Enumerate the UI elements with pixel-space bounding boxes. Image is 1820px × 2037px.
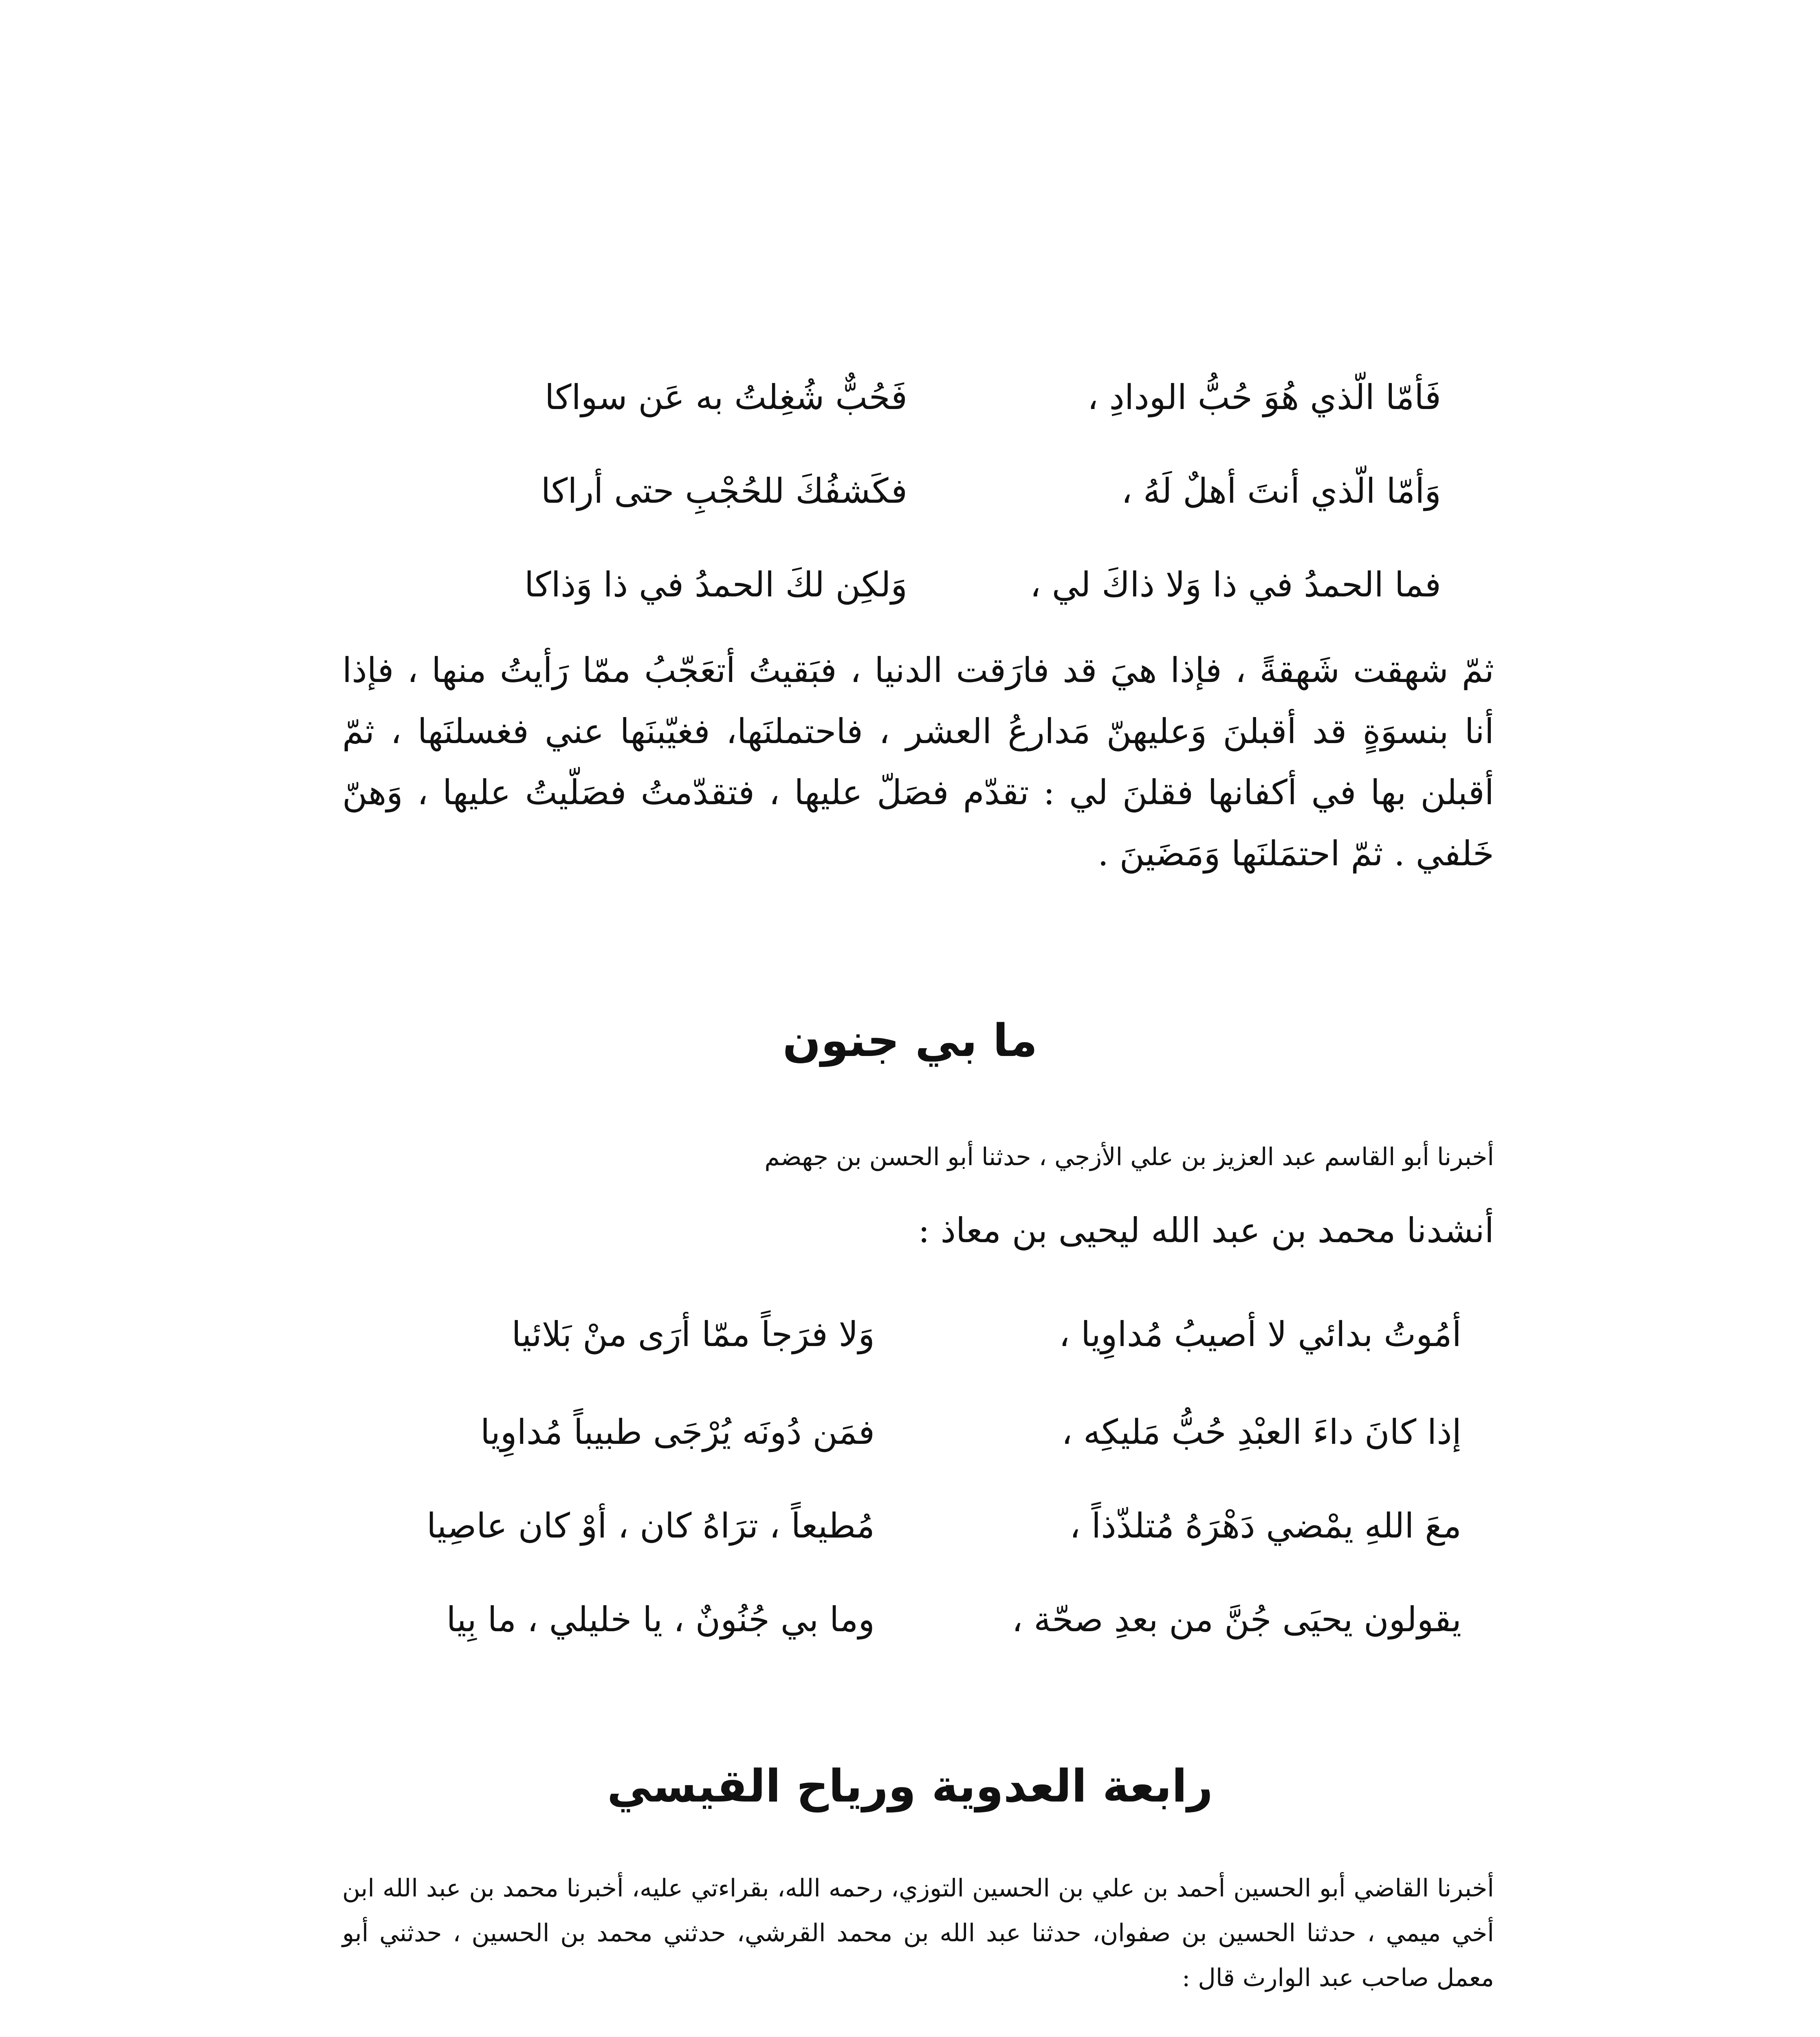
isnad-line: أنشدنا محمد بن عبد الله ليحيى بن معاذ :: [918, 1210, 1494, 1250]
section-heading: ما بي جنون: [782, 1014, 1038, 1067]
verse-line: [0, 1401, 1820, 1463]
verse-hemistich-first: معَ اللهِ يمْضي دَهْرَهُ مُتلذّذاً ،: [1070, 1506, 1461, 1546]
verse-line: [0, 367, 1820, 428]
verse-line: [0, 554, 1820, 615]
verse-hemistich-second: وَلكِن لكَ الحمدُ في ذا وَذاكا: [524, 565, 907, 605]
verse-hemistich-first: إذا كانَ داءَ العبْدِ حُبُّ مَليكِه ،: [1061, 1412, 1461, 1452]
section-heading: رابعة العدوية ورياح القيسي: [607, 1760, 1213, 1812]
verse-hemistich-second: وَلا فرَجاً ممّا أرَى منْ بَلائيا: [511, 1314, 875, 1354]
verse-hemistich-first: فما الحمدُ في ذا وَلا ذاكَ لي ،: [1030, 565, 1441, 605]
verse-line: [0, 1589, 1820, 1650]
isnad-line: أخبرنا أبو القاسم عبد العزيز بن علي الأزجي ، حدثنا أبو الحسن بن جهضم: [764, 1143, 1494, 1171]
verse-hemistich-second: فَحُبٌّ شُغِلتُ به عَن سواكا: [544, 377, 907, 417]
verse-line: [0, 1495, 1820, 1556]
verse-hemistich-first: أمُوتُ بدائي لا أصيبُ مُداوِيا ،: [1059, 1314, 1461, 1354]
verse-hemistich-first: فَأمّا الّذي هُوَ حُبُّ الودادِ ،: [1087, 377, 1441, 417]
isnad-paragraph: أخبرنا القاضي أبو الحسين أحمد بن علي بن الحسين التوزي، رحمه الله، بقراءتي عليه، أخبرنا محمد بن عبد الله ابن أخي ميمي ، حدثنا الحسين بن صفوان، حدثنا عبد الله بن محمد القرشي، حدثني محمد بن الحسين ، حدثني أبو معمل صاحب عبد الوارث قال :: [342, 1874, 1494, 1992]
verse-hemistich-second: وما بي جُنُونٌ ، يا خليلي ، ما بِيا: [446, 1599, 875, 1639]
verse-hemistich-second: مُطيعاً ، ترَاهُ كان ، أوْ كان عاصِيا: [427, 1506, 875, 1546]
verse-line: [0, 1304, 1820, 1365]
verse-line: [0, 460, 1820, 521]
prose-paragraph: [334, 2033, 1494, 2037]
verse-hemistich-second: فكَشفُكَ للحُجْبِ حتى أراكا: [541, 471, 907, 511]
verse-hemistich-second: فمَن دُونَه يُرْجَى طبيباً مُداوِيا: [480, 1412, 875, 1452]
prose-paragraph: ثمّ شهقت شَهقةً ، فإذا هيَ قد فارَقت الدنيا ، فبَقيتُ أتعَجّبُ ممّا رَأيتُ منها ، فإذا أنا بنسوَةٍ قد أقبلنَ وَعليهنّ مَدارعُ العشر ، فاحتملنَها، فغيّبنَها عني فغسلنَها ، ثمّ أقبلن بها في أكفانها فقلنَ لي : تقدّم فصَلّ عليها ، فتقدّمتُ فصَلّيتُ عليها ، وَهنّ خَلفي . ثمّ احتمَلنَها وَمَضَينَ .: [342, 650, 1494, 873]
verse-hemistich-first: وَأمّا الّذي أنتَ أهلٌ لَهُ ،: [1121, 471, 1441, 511]
verse-hemistich-first: يقولون يحيَى جُنَّ من بعدِ صحّة ،: [1012, 1599, 1461, 1639]
